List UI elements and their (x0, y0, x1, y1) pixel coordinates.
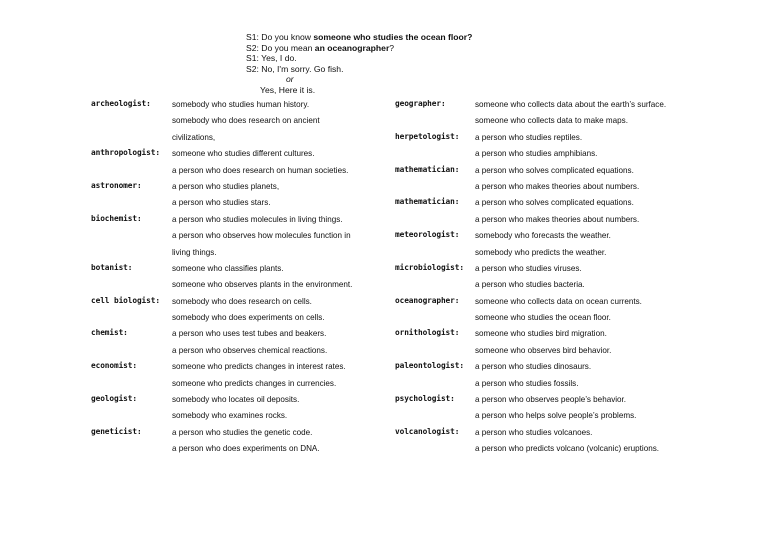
dialog-line-1 (246, 32, 472, 43)
definition-line: somebody who examines rocks. (172, 411, 288, 421)
vocabulary-entry (395, 425, 666, 458)
definition-line: a person who studies the genetic code. (172, 427, 313, 437)
vocabulary-entry (91, 179, 352, 212)
term-label: astronomer: (91, 180, 142, 190)
definition-line: a person who studies amphibians. (475, 149, 598, 159)
definition-line: a person who uses test tubes and beakers. (172, 329, 327, 339)
definition-line: a person who studies fossils. (475, 378, 579, 388)
definition-line: a person who studies planets, (172, 181, 280, 191)
vocabulary-entry (91, 359, 352, 392)
definition-line: somebody who does research on ancient (172, 116, 320, 126)
definition-list (172, 326, 352, 359)
term-label: cell biologist: (91, 295, 160, 305)
definition-list (172, 146, 352, 179)
term-label: volcanologist: (395, 426, 460, 436)
right-vocabulary-column (395, 97, 666, 458)
definition-line: somebody who locates oil deposits. (172, 395, 300, 405)
vocabulary-entry (91, 326, 352, 359)
definition-list (172, 97, 352, 146)
term-label: mathematician: (395, 164, 460, 174)
term-label: botanist: (91, 262, 133, 272)
term-label: chemist: (91, 328, 128, 338)
definition-line: a person who studies reptiles. (475, 132, 583, 142)
definition-list (475, 294, 666, 327)
vocabulary-entry (91, 97, 352, 146)
vocabulary-entry (395, 392, 666, 425)
vocabulary-entry (395, 326, 666, 359)
definition-list (172, 392, 352, 425)
definition-list (475, 97, 666, 130)
definition-list (475, 228, 666, 261)
definition-line: a person who observes how molecules function in (172, 231, 351, 241)
definition-list (172, 294, 352, 327)
term-label: geologist: (91, 394, 137, 404)
term-label: ornithologist: (395, 328, 460, 338)
definition-line: someone who studies different cultures. (172, 149, 315, 159)
definition-line: a person who studies viruses. (475, 263, 582, 273)
definition-line: a person who solves complicated equations. (475, 165, 634, 175)
dialog-line-4: S2: No, I'm sorry. Go fish. (246, 63, 344, 74)
dialog-text: S2: Do you mean (246, 42, 315, 53)
definition-line: a person who studies molecules in living things. (172, 214, 343, 224)
definition-line: someone who predicts changes in currencies. (172, 378, 337, 388)
definition-line: a person who makes theories about numbers. (475, 181, 640, 191)
term-label: anthropologist: (91, 148, 160, 158)
vocabulary-entry (395, 97, 666, 130)
definition-line: somebody who forecasts the weather. (475, 231, 611, 241)
definition-list (172, 261, 352, 294)
vocabulary-entry (395, 261, 666, 294)
definition-line: somebody who does research on cells. (172, 296, 312, 306)
vocabulary-entry (395, 294, 666, 327)
definition-line: somebody who predicts the weather. (475, 247, 607, 257)
definition-line: a person who studies bacteria. (475, 280, 585, 290)
definition-list (172, 212, 352, 261)
definition-list (172, 179, 352, 212)
dialog-line-or: or (286, 74, 294, 85)
definition-line: someone who observes bird behavior. (475, 345, 612, 355)
term-label: geographer: (395, 99, 446, 108)
definition-line: someone who classifies plants. (172, 263, 284, 273)
term-label: geneticist: (91, 426, 142, 436)
dialog-text: S1: Do you know (246, 32, 314, 42)
definition-list (475, 392, 666, 425)
vocabulary-entry (91, 261, 352, 294)
vocabulary-entry (395, 195, 666, 228)
example-dialog (246, 32, 472, 96)
vocabulary-entry (91, 392, 352, 425)
dialog-line-2 (246, 43, 472, 54)
term-label: paleontologist: (395, 361, 464, 371)
dialog-line-6: Yes, Here it is. (260, 84, 316, 95)
term-label: economist: (91, 361, 137, 371)
dialog-line-3: S1: Yes, I do. (246, 53, 297, 64)
term-label: psychologist: (395, 394, 455, 404)
definition-line: a person who does research on human societies. (172, 165, 349, 175)
term-label: herpetologist: (395, 131, 460, 141)
term-label: biochemist: (91, 213, 142, 223)
definition-line: someone who collects data on ocean currents. (475, 296, 642, 306)
term-label: archeologist: (91, 99, 151, 108)
vocabulary-entry (395, 359, 666, 392)
definition-line: somebody who does experiments on cells. (172, 313, 325, 323)
vocabulary-entry (395, 228, 666, 261)
term-label: oceanographer: (395, 295, 460, 305)
definition-line: a person who makes theories about numbers. (475, 214, 640, 224)
definition-line: somebody who studies human history. (172, 100, 310, 109)
definition-line: a person who does experiments on DNA. (172, 444, 320, 454)
definition-line: a person who solves complicated equations. (475, 198, 634, 208)
definition-line: a person who observes people’s behavior. (475, 395, 627, 405)
definition-line: someone who studies bird migration. (475, 329, 607, 339)
definition-list (475, 130, 666, 163)
definition-list (475, 425, 666, 458)
definition-list (172, 425, 352, 458)
vocabulary-entry (395, 130, 666, 163)
definition-line: civilizations, (172, 132, 216, 142)
definition-line: a person who studies dinosaurs. (475, 362, 592, 372)
left-vocabulary-column (91, 97, 352, 458)
vocabulary-entry (91, 425, 352, 458)
dialog-bold-text: an oceanographer (314, 42, 390, 53)
definition-list (172, 359, 352, 392)
definition-line: a person who predicts volcano (volcanic) eruptions. (475, 444, 660, 454)
definition-line: someone who collects data to make maps. (475, 116, 628, 126)
vocabulary-entry (91, 294, 352, 327)
vocabulary-entry (91, 212, 352, 261)
dialog-bold-text: someone who studies the ocean floor? (313, 32, 473, 42)
definition-list (475, 163, 666, 196)
definition-line: someone who studies the ocean floor. (475, 313, 611, 323)
definition-line: someone who predicts changes in interest rates. (172, 362, 346, 372)
definition-line: living things. (172, 247, 217, 257)
term-label: mathematician: (395, 197, 460, 207)
definition-line: someone who observes plants in the environment. (172, 280, 353, 290)
term-label: meteorologist: (395, 230, 460, 240)
definition-list (475, 326, 666, 359)
definition-line: a person who studies stars. (172, 198, 271, 208)
vocabulary-entry (91, 146, 352, 179)
definition-line: someone who collects data about the earth’s surface. (475, 100, 667, 109)
definition-list (475, 359, 666, 392)
definition-line: a person who studies volcanoes. (475, 427, 593, 437)
dialog-text: ? (389, 42, 395, 53)
definition-line: a person who observes chemical reactions. (172, 345, 328, 355)
definition-list (475, 195, 666, 228)
definition-line: a person who helps solve people’s problems. (475, 411, 637, 421)
vocabulary-entry (395, 163, 666, 196)
term-label: microbiologist: (395, 262, 464, 272)
definition-list (475, 261, 666, 294)
